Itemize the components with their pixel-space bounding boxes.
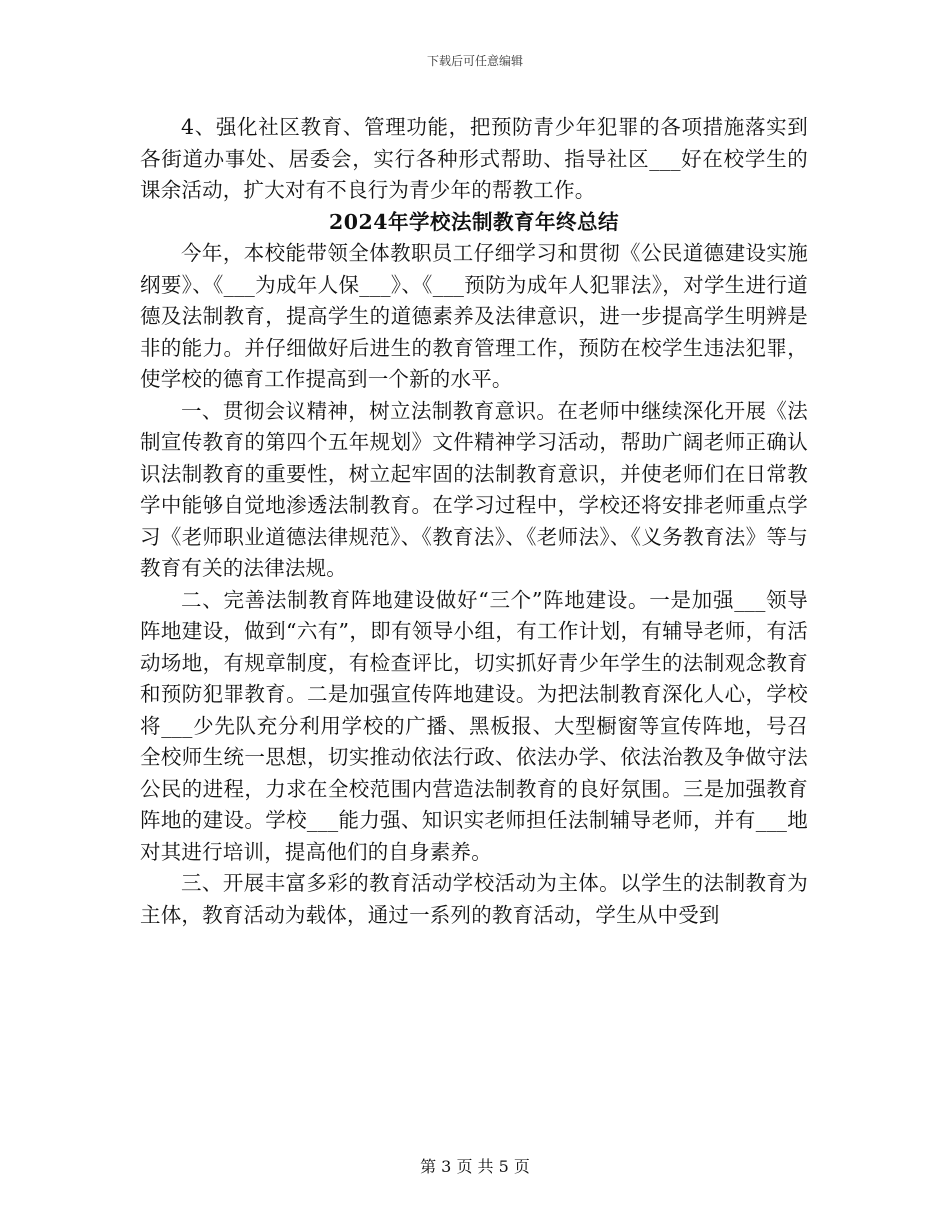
intro-paragraph: 4、强化社区教育、管理功能，把预防青少年犯罪的各项措施落实到各街道办事处、居委会，实行各种形式帮助、指导社区___好在校学生的课余活动，扩大对有不良行为青少年的帮教工作。	[140, 115, 808, 202]
paragraph-section-two: 二、完善法制教育阵地建设做好“三个”阵地建设。一是加强___领导阵地建设，做到“六有”，即有领导小组，有工作计划，有辅导老师，有活动场地，有规章制度，有检查评比，切实抓好青少年学生的法制观念教育和预防犯罪教育。二是加强宣传阵地建设。为把法制教育深化人心，学校将___少先队充分利用学校的广播、黑板报、大型橱窗等宣传阵地，号召全校师生统一思想，切实推动依法行政、依法办学、依法治教及争做守法公民的进程，力求在全校范围内营造法制教育的良好氛围。三是加强教育阵地的建设。学校___能力强、知识实老师担任法制辅导老师，并有___地对其进行培训，提高他们的自身素养。	[140, 587, 808, 864]
page-number: 第 3 页 共 5 页	[420, 1157, 530, 1176]
document-body	[140, 112, 808, 931]
page-header-note: 下载后可任意编辑	[426, 54, 523, 68]
document-title: 2024年学校法制教育年终总结	[328, 209, 620, 234]
paragraph-section-three: 三、开展丰富多彩的教育活动学校活动为主体。以学生的法制教育为主体，教育活动为载体，通过一系列的教育活动，学生从中受到	[140, 871, 808, 927]
paragraph-section-one: 一、贯彻会议精神，树立法制教育意识。在老师中继续深化开展《法制宣传教育的第四个五年规划》文件精神学习活动，帮助广阔老师正确认识法制教育的重要性，树立起牢固的法制教育意识，并使老师们在日常教学中能够自觉地渗透法制教育。在学习过程中，学校还将安排老师重点学习《老师职业道德法律规范》、《教育法》、《老师法》、《义务教育法》等与教育有关的法律法规。	[140, 398, 808, 580]
paragraph-opening: 今年，本校能带领全体教职员工仔细学习和贯彻《公民道德建设实施纲要》、《___为成年人保___》、《___预防为成年人犯罪法》，对学生进行道德及法制教育，提高学生的道德素养及法律意识，进一步提高学生明辨是非的能力。并仔细做好后进生的教育管理工作，预防在校学生违法犯罪，使学校的德育工作提高到一个新的水平。	[140, 241, 808, 391]
